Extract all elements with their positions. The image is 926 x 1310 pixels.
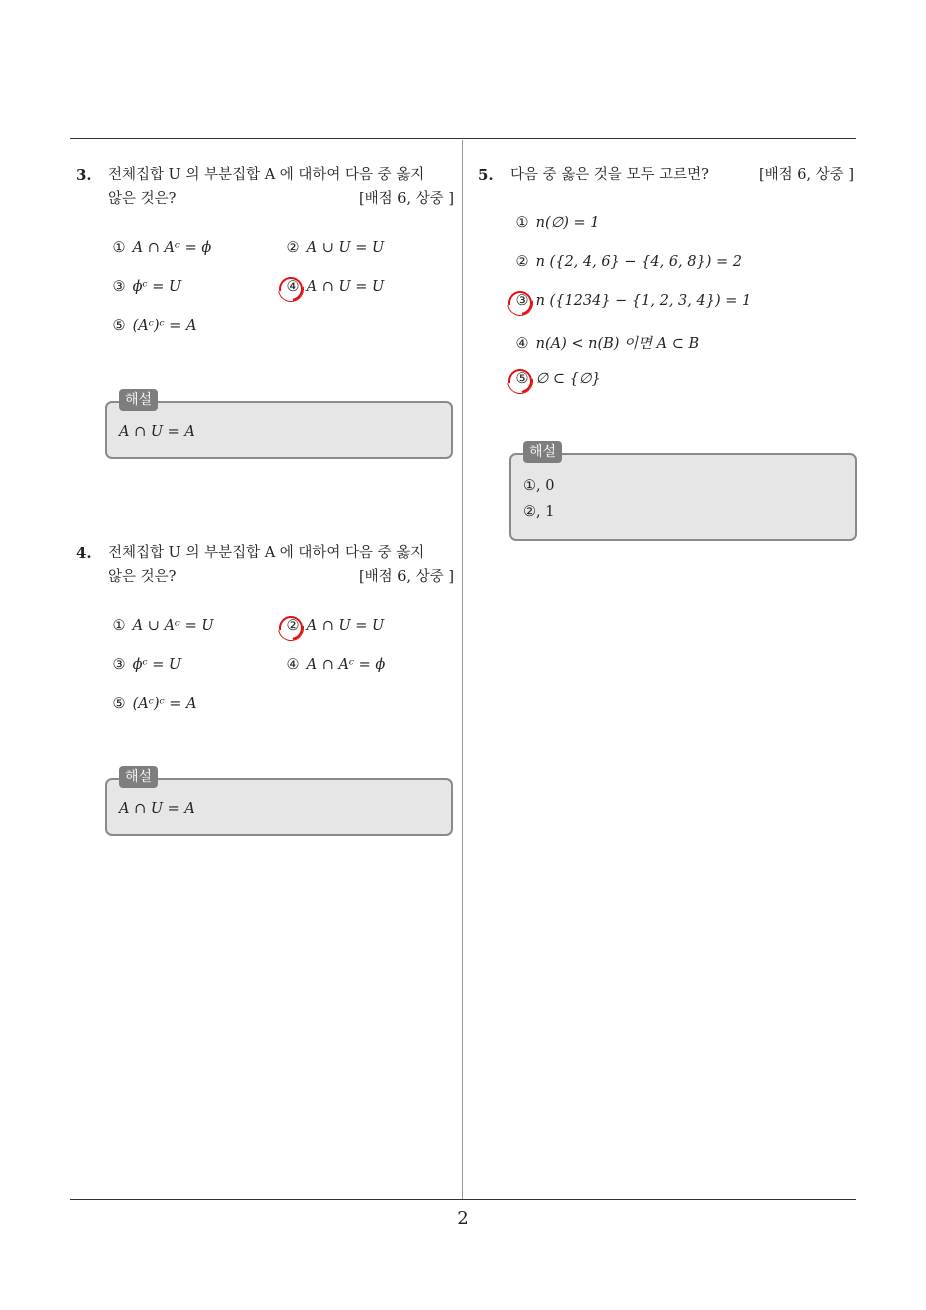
footer-rule [70, 1199, 856, 1200]
answer-mark [274, 272, 307, 305]
problem-4 [76, 541, 454, 589]
question-line-1: 다음 중 옳은 것을 모두 고르면? [510, 167, 709, 183]
explanation-label: 해설 [119, 766, 158, 788]
problem-number: 4. [76, 544, 92, 562]
problem-3 [76, 163, 454, 211]
question-line-1: 전체집합 U 의 부분집합 A 에 대하여 다음 중 옳지 [108, 167, 425, 183]
choice-3[interactable]: ③ n ({1234} − {1, 2, 3, 4}) = 1 [513, 293, 751, 309]
explanation-line-2: ②, 1 [523, 504, 555, 520]
choices-3 [110, 240, 470, 350]
score-label: [배점 6, 상중 ] [358, 569, 454, 585]
question-line-2: 않은 것은? [108, 191, 177, 207]
problem-5 [478, 163, 854, 187]
problem-number: 5. [478, 166, 494, 184]
question-line-2: 않은 것은? [108, 569, 177, 585]
choice-3[interactable]: ③ ϕᶜ = U [112, 279, 182, 295]
answer-mark [503, 364, 536, 397]
explanation-box-5 [509, 444, 857, 541]
choice-1[interactable]: ① A ∩ Aᶜ = ϕ [112, 240, 212, 256]
explanation-box-3: 해설 A ∩ U = A [105, 401, 453, 459]
choices-4 [110, 618, 470, 728]
choice-2[interactable]: ② A ∩ U = U [284, 618, 384, 634]
problem-number: 3. [76, 166, 92, 184]
answer-mark [274, 611, 307, 644]
choices-5 [513, 215, 853, 395]
header-rule [70, 138, 856, 139]
choice-4[interactable]: ④ A ∩ Aᶜ = ϕ [286, 657, 386, 673]
explanation-label: 해설 [523, 441, 562, 463]
choice-4[interactable]: ④ n(A) < n(B) 이면 A ⊂ B [515, 336, 700, 352]
explanation-box-4: 해설 A ∩ U = A [105, 778, 453, 836]
explanation-line-1: ①, 0 [523, 478, 555, 494]
choice-2[interactable]: ② A ∪ U = U [286, 240, 385, 256]
choice-4[interactable]: ④ A ∩ U = U [284, 279, 384, 295]
choice-3[interactable]: ③ ϕᶜ = U [112, 657, 182, 673]
choice-5[interactable]: ⑤ (Aᶜ)ᶜ = A [112, 696, 197, 712]
choice-5[interactable]: ⑤ (Aᶜ)ᶜ = A [112, 318, 197, 334]
choice-2[interactable]: ② n ({2, 4, 6} − {4, 6, 8}) = 2 [515, 254, 742, 270]
score-label: [배점 6, 상중 ] [358, 191, 454, 207]
answer-mark [503, 286, 536, 319]
choice-5[interactable]: ⑤ ∅ ⊂ {∅} [513, 371, 601, 387]
page-number: 2 [457, 1208, 469, 1229]
choice-1[interactable]: ① A ∪ Aᶜ = U [112, 618, 214, 634]
choice-1[interactable]: ① n(∅) = 1 [515, 215, 600, 231]
explanation-label: 해설 [119, 389, 158, 411]
question-line-1: 전체집합 U 의 부분집합 A 에 대하여 다음 중 옳지 [108, 545, 425, 561]
score-label: [배점 6, 상중 ] [758, 167, 854, 183]
